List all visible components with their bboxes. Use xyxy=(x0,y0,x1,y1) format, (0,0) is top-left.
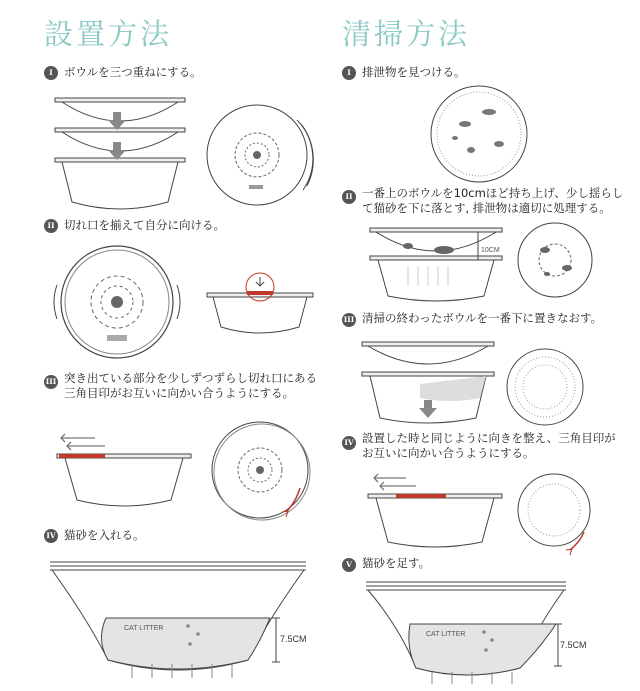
lift-bowl-illustration xyxy=(368,226,508,306)
measure-label: 7.5CM xyxy=(280,634,307,644)
clean-top-view xyxy=(505,345,590,430)
step-text: 清掃の終わったボウルを一番下に置きなおす。 xyxy=(362,311,603,325)
step-text: ボウルを三つ重ねにする。 xyxy=(64,65,202,79)
down-arrow-icon xyxy=(419,400,437,418)
step-text: 設置した時と同じように向きを整え、三角目印が お互いに向かい合うようにする。 xyxy=(362,431,616,460)
replace-bowl-illustration xyxy=(360,338,500,430)
left-title: 設置方法 xyxy=(44,17,173,51)
step-text: 一番上のボウルを10cmほど持ち上げ、少し揺らし て猫砂を下に落とす, 排泄物は適切に処理する。 xyxy=(362,186,624,215)
step-text: 切れ口を揃えて自分に向ける。 xyxy=(64,218,225,232)
left-arrow-icon xyxy=(374,474,406,482)
step-badge: IV xyxy=(44,529,58,543)
left-arrow-icon xyxy=(67,442,105,450)
left-arrow-icon xyxy=(380,482,416,490)
bowl-top-view-rotated xyxy=(208,420,318,525)
right-title: 清掃方法 xyxy=(342,17,471,51)
bowl-shift-illustration xyxy=(55,430,195,510)
cat-litter-label: CAT LITTER xyxy=(124,625,164,632)
step-text: 突き出ている部分を少しずつずらし切れ口にある 三角目印がお互いに向かい合うようにする。 xyxy=(64,371,317,400)
stacked-bowls-illustration xyxy=(50,92,190,212)
cat-litter-label: CAT LITTER xyxy=(426,631,466,638)
step-badge: II xyxy=(342,190,356,204)
down-arrow-icon xyxy=(108,112,126,130)
step-badge: V xyxy=(342,558,356,572)
step-badge: I xyxy=(44,66,58,80)
step-badge: III xyxy=(44,375,58,389)
left-arrow-icon xyxy=(61,434,95,442)
waste-top-view xyxy=(427,82,537,187)
bowl-top-view xyxy=(205,100,315,210)
step-badge: II xyxy=(44,219,58,233)
lift-measure-label: 10CM xyxy=(481,247,500,254)
refill-litter-illustration xyxy=(360,578,600,686)
step-badge: I xyxy=(342,66,356,80)
step-text: 猫砂を足す。 xyxy=(362,556,431,570)
bowls-with-litter-illustration xyxy=(48,560,328,685)
step-badge: IV xyxy=(342,436,356,450)
step-badge: III xyxy=(342,313,356,327)
measure-label: 7.5CM xyxy=(560,640,587,650)
realign-bowl-illustration xyxy=(366,472,506,552)
down-arrow-icon xyxy=(108,142,126,160)
step-text: 猫砂を入れる。 xyxy=(64,528,145,542)
step-text: 排泄物を見つける。 xyxy=(362,65,466,79)
bowl-top-view-large xyxy=(52,245,182,360)
lift-top-view xyxy=(517,220,597,300)
bowl-side-with-notch xyxy=(205,275,315,345)
realign-top-view xyxy=(514,470,599,555)
